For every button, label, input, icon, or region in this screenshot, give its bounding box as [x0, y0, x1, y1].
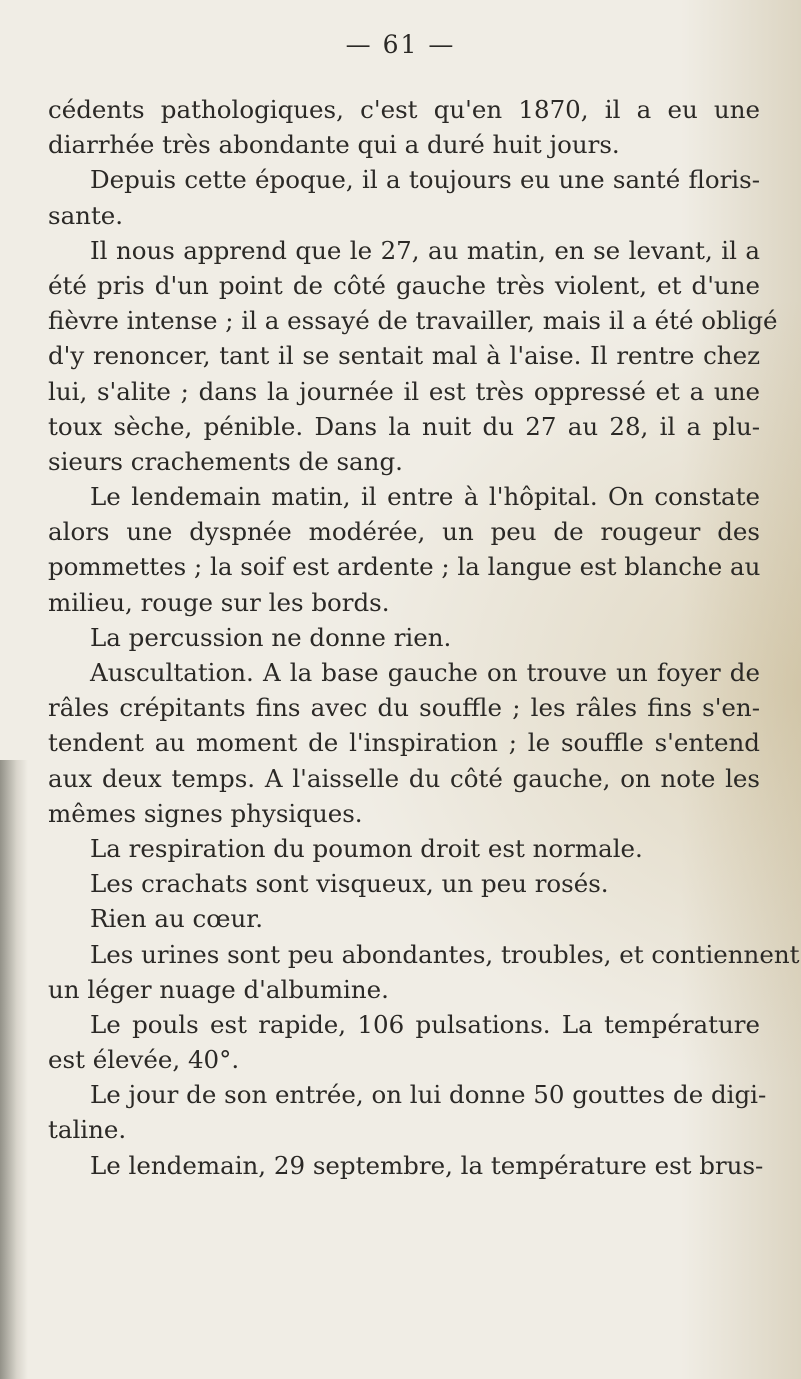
text-line: alors une dyspnée modérée, un peu de rougeur des — [48, 517, 760, 547]
text-line: milieu, rouge sur les bords. — [48, 587, 390, 617]
text-line: Rien au cœur. — [90, 904, 264, 934]
text-line: Depuis cette époque, il a toujours eu une santé floris- — [90, 165, 760, 195]
text-line: sieurs crachements de sang. — [48, 446, 403, 476]
text-line: Auscultation. A la base gauche on trouve un foyer de — [90, 658, 760, 687]
text-line: été pris d'un point de côté gauche très violent, et d'une — [48, 270, 760, 300]
body-text — [48, 92, 800, 1183]
text-line: La respiration du poumon droit est normale. — [90, 833, 643, 863]
text-line: râles crépitants fins avec du souffle ; les râles fins s'en- — [48, 693, 760, 723]
text-line: Les crachats sont visqueux, un peu rosés. — [90, 869, 609, 899]
text-line: fièvre intense ; il a essayé de travailler, mais il a été obligé — [48, 306, 778, 336]
page-number: — 61 — — [345, 30, 456, 59]
text-line: Le lendemain, 29 septembre, la température est brus- — [90, 1150, 764, 1180]
text-line: mêmes signes physiques. — [48, 798, 363, 828]
text-line: tendent au moment de l'inspiration ; le souffle s'entend — [48, 728, 760, 758]
text-line: toux sèche, pénible. Dans la nuit du 27 au 28, il a plu- — [48, 411, 760, 441]
text-line: Le pouls est rapide, 106 pulsations. La température — [90, 1009, 760, 1039]
text-line: Le lendemain matin, il entre à l'hôpital. On constate — [90, 482, 760, 512]
text-line: Il nous apprend que le 27, au matin, en se levant, il a — [90, 235, 760, 265]
text-line: La percussion ne donne rien. — [90, 622, 452, 652]
text-line: Le jour de son entrée, on lui donne 50 gouttes de digi- — [90, 1080, 767, 1110]
text-line: lui, s'alite ; dans la journée il est très oppressé et a une — [48, 376, 760, 406]
text-line: sante. — [48, 200, 124, 230]
text-line: est élevée, 40°. — [48, 1045, 240, 1075]
text-line: diarrhée très abondante qui a duré huit jours. — [48, 130, 620, 160]
text-line: Les urines sont peu abondantes, troubles, et contiennent — [90, 939, 800, 969]
text-line: aux deux temps. A l'aisselle du côté gauche, on note les — [48, 763, 760, 793]
text-line: un léger nuage d'albumine. — [48, 974, 389, 1004]
text-line: cédents pathologiques, c'est qu'en 1870, il a eu une — [48, 95, 760, 124]
text-line: pommettes ; la soif est ardente ; la langue est blanche au — [48, 552, 761, 582]
text-line: d'y renoncer, tant il se sentait mal à l'aise. Il rentre chez — [48, 341, 760, 371]
page-edge-shadow — [0, 760, 28, 1379]
text-line: taline. — [48, 1115, 127, 1145]
